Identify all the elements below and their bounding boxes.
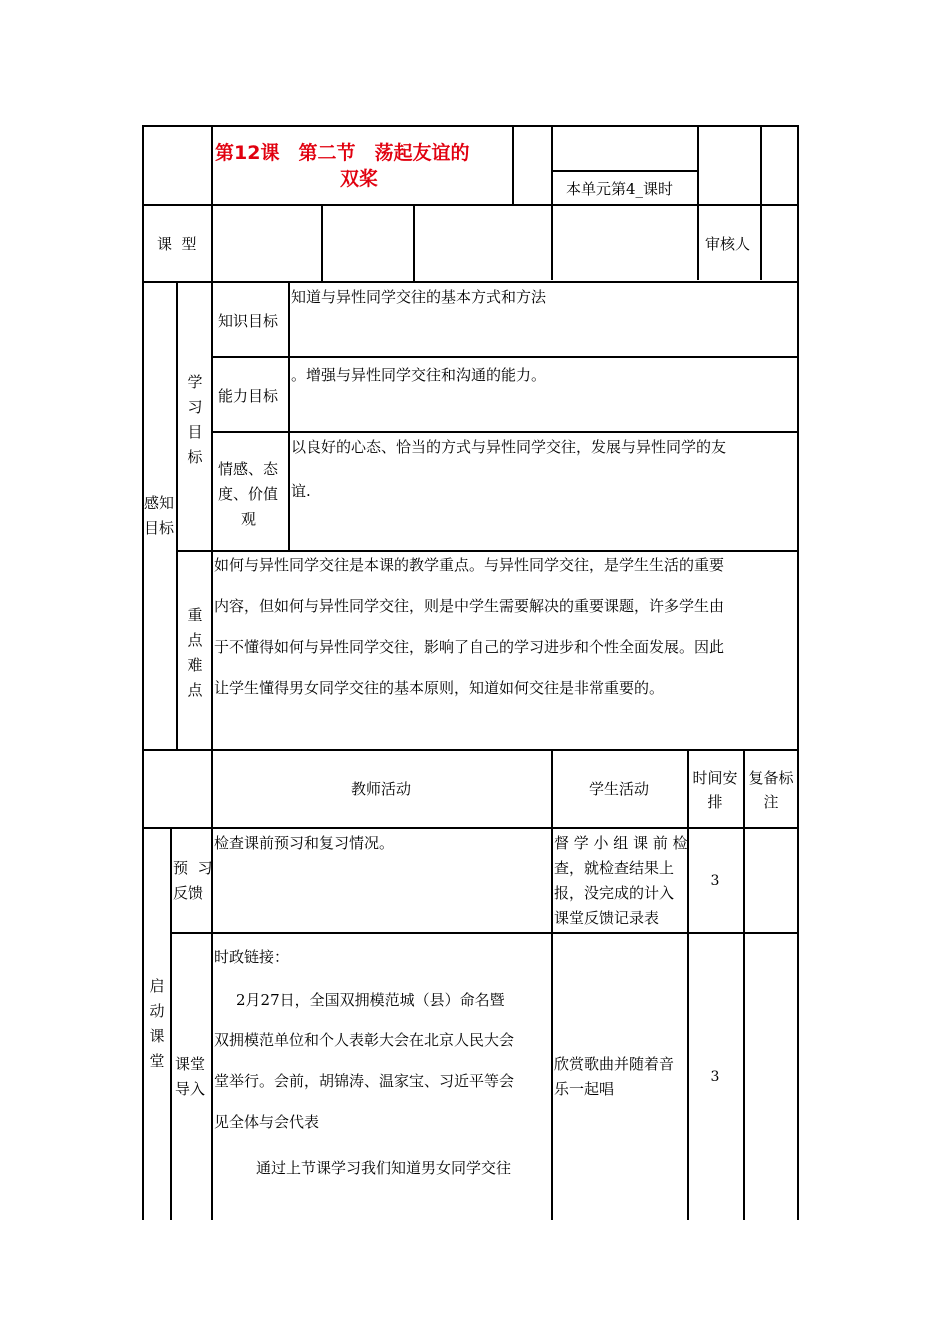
perception-goal-label-1: 感知 (144, 494, 175, 512)
intro-label-2: 导入 (175, 1080, 206, 1098)
preview-student-text-3: 报，没完成的计入 (554, 884, 675, 902)
reviewer-label: 审核人 (705, 235, 751, 253)
student-activity-header: 学生活动 (588, 780, 649, 798)
intro-teacher-text-6: 通过上节课学习我们知道男女同学交往 (256, 1159, 512, 1177)
preview-label-1: 预 习 (173, 859, 213, 877)
key-point-text-1: 如何与异性同学交往是本课的教学重点。与异性同学交往，是学生生活的重要 (214, 556, 725, 574)
time-header-2: 排 (707, 793, 723, 811)
emotion-goal-label-3: 观 (241, 510, 257, 528)
table-border-left (142, 125, 144, 751)
course-type-label: 课 型 (157, 235, 197, 253)
grid-line (697, 125, 699, 280)
knowledge-goal-label: 知识目标 (218, 312, 279, 330)
grid-line (170, 932, 799, 934)
lesson-title-line1: 第12课 第二节 荡起友谊的 (215, 142, 470, 164)
preview-teacher-text: 检查课前预习和复习情况。 (214, 834, 395, 852)
grid-line (211, 749, 213, 1220)
start-class-label-1: 启 (149, 977, 165, 995)
grid-line (288, 281, 290, 550)
grid-line (176, 550, 799, 552)
emotion-goal-text-1: 以良好的心态、恰当的方式与异性同学交往，发展与异性同学的友 (291, 438, 727, 456)
start-class-label-2: 动 (149, 1002, 165, 1020)
knowledge-goal-text: 知道与异性同学交往的基本方式和方法 (291, 288, 547, 306)
grid-line (211, 431, 799, 433)
grid-line (743, 749, 745, 1220)
study-goal-label-1: 学 (187, 373, 203, 391)
emotion-goal-label-2: 度、价值 (218, 485, 279, 503)
study-goal-label-3: 目 (187, 423, 203, 441)
preview-time: 3 (710, 873, 720, 889)
grid-line (142, 749, 799, 751)
key-point-text-3: 于不懂得如何与异性同学交往，影响了自己的学习进步和个性全面发展。因此 (214, 638, 725, 656)
grid-line (176, 281, 178, 750)
intro-teacher-text-2: 2月27日，全国双拥模范城（县）命名暨 (236, 991, 505, 1009)
start-class-label-4: 堂 (149, 1052, 165, 1070)
lesson-title-line2: 双桨 (340, 168, 379, 190)
grid-line (321, 204, 323, 281)
grid-line (551, 125, 553, 280)
preview-student-text-1: 督 学 小 组 课 前 检 (554, 834, 688, 852)
grid-line (760, 125, 762, 280)
ability-goal-label: 能力目标 (218, 387, 279, 405)
key-point-label-4: 点 (187, 681, 203, 699)
start-class-label-3: 课 (149, 1027, 165, 1045)
intro-teacher-text-5: 见全体与会代表 (214, 1113, 320, 1131)
intro-label-1: 课堂 (175, 1055, 206, 1073)
grid-line (142, 827, 799, 829)
grid-line (551, 749, 553, 1220)
key-point-text-2: 内容，但如何与异性同学交往，则是中学生需要解决的重要课题，许多学生由 (214, 597, 725, 615)
key-point-label-2: 点 (187, 631, 203, 649)
grid-line (687, 749, 689, 1220)
ability-goal-text: 。增强与异性同学交往和沟通的能力。 (291, 366, 547, 384)
grid-line (211, 356, 799, 358)
table-border-right (797, 125, 799, 1220)
intro-teacher-text-1: 时政链接： (214, 948, 290, 966)
key-point-label-3: 难 (187, 656, 203, 674)
perception-goal-label-2: 目标 (144, 519, 175, 537)
unit-period-label: 本单元第4_课时 (566, 180, 674, 198)
grid-line (512, 125, 514, 205)
teacher-activity-header: 教师活动 (350, 780, 411, 798)
review-notes-header-2: 注 (763, 793, 779, 811)
study-goal-label-2: 习 (187, 398, 203, 416)
grid-line (170, 827, 172, 1220)
grid-line (142, 204, 799, 206)
intro-time: 3 (710, 1069, 720, 1085)
study-goal-label-4: 标 (187, 448, 203, 466)
preview-student-text-2: 查，就检查结果上 (554, 859, 675, 877)
grid-line (551, 170, 697, 172)
key-point-label-1: 重 (187, 606, 203, 624)
key-point-text-4: 让学生懂得男女同学交往的基本原则，知道如何交往是非常重要的。 (214, 679, 665, 697)
grid-line (413, 204, 415, 281)
intro-student-text-2: 乐一起唱 (554, 1080, 615, 1098)
review-notes-header-1: 复备标 (748, 769, 794, 787)
time-header-1: 时间安 (692, 769, 738, 787)
preview-label-2: 反馈 (173, 884, 204, 902)
emotion-goal-text-2: 谊. (291, 482, 311, 500)
grid-line (142, 749, 144, 1220)
intro-teacher-text-4: 堂举行。会前，胡锦涛、温家宝、习近平等会 (214, 1072, 515, 1090)
table-border-top (142, 125, 799, 127)
preview-student-text-4: 课堂反馈记录表 (554, 909, 660, 927)
intro-teacher-text-3: 双拥模范单位和个人表彰大会在北京人民大会 (214, 1031, 515, 1049)
intro-student-text-1: 欣赏歌曲并随着音 (554, 1055, 675, 1073)
emotion-goal-label-1: 情感、态 (218, 460, 279, 478)
grid-line (142, 281, 799, 283)
grid-line (211, 125, 213, 751)
